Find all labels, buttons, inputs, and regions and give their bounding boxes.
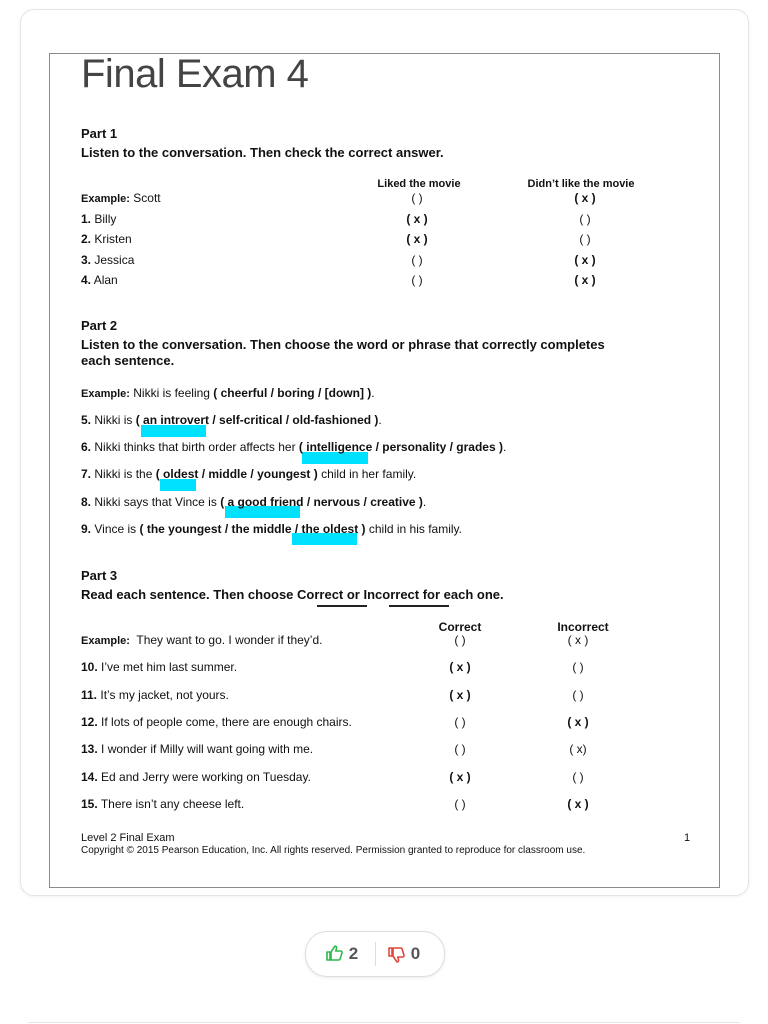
part3-instructions: Read each sentence. Then choose Correct or Incorrect for each one. [81,587,504,602]
table-row [81,232,132,246]
item-num: 7. [81,467,92,481]
underline-correct [317,605,367,607]
row-num: Example: [81,193,130,205]
item-num: 8. [81,495,92,509]
correct-answer[interactable]: ( x ) [449,770,471,784]
row-num: 11. [81,688,98,702]
vote-divider [375,942,376,966]
incorrect-answer[interactable]: ( x) [569,742,587,756]
row-name: Billy [94,212,117,226]
row-text: They want to go. I wonder if they’d. [136,633,323,647]
table-row [81,660,237,674]
correct-answer[interactable]: ( ) [454,715,466,729]
part1-instructions: Listen to the conversation. Then check the correct answer. [81,145,444,160]
part1-col-liked: Liked the movie [377,178,461,190]
row-text: I’ve met him last summer. [101,660,238,674]
table-row [81,253,134,267]
incorrect-answer[interactable]: ( ) [572,688,584,702]
incorrect-answer[interactable]: ( x ) [567,633,589,647]
item-pre: Vince is [94,522,140,536]
correct-answer[interactable]: ( ) [454,633,466,647]
table-row [81,688,229,702]
incorrect-answer[interactable]: ( ) [572,660,584,674]
correct-answer[interactable]: ( x ) [449,688,471,702]
didnt-answer[interactable]: ( ) [579,232,591,246]
row-text: I wonder if Milly will want going with me. [101,742,314,756]
row-num: 14. [81,770,98,784]
liked-answer[interactable]: ( ) [411,273,423,287]
table-row [81,273,118,287]
item-num: 6. [81,440,92,454]
page-number: 1 [684,832,691,844]
row-text: It’s my jacket, not yours. [100,688,229,702]
item-choices[interactable]: ( an introvert / self-critical / old-fashioned ) [135,413,379,427]
liked-answer[interactable]: ( x ) [406,232,428,246]
item-post: . [378,413,382,427]
item-choices[interactable]: ( cheerful / boring / [down] ) [213,386,372,400]
correct-answer[interactable]: ( ) [454,742,466,756]
incorrect-answer[interactable]: ( x ) [567,715,589,729]
list-item [81,413,382,427]
part3-col-correct: Correct [438,620,482,634]
item-num: 9. [81,522,92,536]
correct-answer[interactable]: ( x ) [449,660,471,674]
underline-incorrect [389,605,449,607]
item-pre: Nikki is the [94,467,156,481]
item-post: child in her family. [317,467,417,481]
row-text: There isn’t any cheese left. [100,797,245,811]
part1-heading: Part 1 [81,126,118,141]
row-num: 15. [81,797,98,811]
item-pre: Nikki is [94,413,136,427]
liked-answer[interactable]: ( x ) [406,212,428,226]
table-row [81,633,322,647]
row-name: Scott [133,191,161,205]
list-item [81,495,426,509]
row-num: 13. [81,742,98,756]
row-num: 1. [81,212,92,226]
part2-instructions-line2: each sentence. [81,353,175,368]
item-pre: Nikki says that Vince is [94,495,221,509]
didnt-answer[interactable]: ( x ) [574,253,596,267]
item-pre: Nikki thinks that birth order affects her [94,440,299,454]
vote-widget [305,931,445,977]
row-text: Ed and Jerry were working on Tuesday. [101,770,311,784]
liked-answer[interactable]: ( ) [411,191,423,205]
item-post: . [371,386,375,400]
list-item [81,522,462,536]
row-text: If lots of people come, there are enough chairs. [101,715,352,729]
row-name: Alan [93,273,118,287]
didnt-answer[interactable]: ( x ) [574,191,596,205]
page-title: Final Exam 4 [81,52,309,96]
table-row [81,191,161,205]
table-row [81,212,116,226]
upvote-count: 2 [348,944,359,963]
item-choices[interactable]: ( a good friend / nervous / creative ) [220,495,423,509]
incorrect-answer[interactable]: ( ) [572,770,584,784]
copyright: Copyright © 2015 Pearson Education, Inc. All rights reserved. Permission granted to reproduce for classroom use. [81,845,586,856]
row-num: 10. [81,660,98,674]
didnt-answer[interactable]: ( ) [579,212,591,226]
liked-answer[interactable]: ( ) [411,253,423,267]
thumbs-up-icon [326,944,349,963]
row-num: 3. [81,253,92,267]
table-row [81,715,352,729]
downvote-button[interactable] [388,944,420,964]
row-num: 2. [81,232,92,246]
item-choices[interactable]: ( intelligence / personality / grades ) [298,440,503,454]
part2-heading: Part 2 [81,318,118,333]
item-post: child in his family. [365,522,462,536]
row-name: Jessica [94,253,135,267]
part3-heading: Part 3 [81,568,118,583]
list-item [81,440,506,454]
item-num: Example: [81,388,130,400]
item-pre: Nikki is feeling [133,386,214,400]
footer-level: Level 2 Final Exam [81,832,175,844]
part1-col-didnt: Didn’t like the movie [527,178,635,190]
incorrect-answer[interactable]: ( x ) [567,797,589,811]
correct-answer[interactable]: ( ) [454,797,466,811]
row-num: 12. [81,715,98,729]
downvote-count: 0 [410,944,421,963]
list-item [81,467,416,481]
item-post: . [422,495,427,509]
table-row [81,797,244,811]
table-row [81,742,313,756]
thumbs-down-icon [388,944,411,963]
list-item [81,386,375,400]
item-post: . [502,440,507,454]
row-name: Kristen [94,232,132,246]
row-num: 4. [81,273,92,287]
item-num: 5. [81,413,92,427]
part2-instructions-line1: Listen to the conversation. Then choose the word or phrase that correctly completes [81,337,605,352]
part3-col-incorrect: Incorrect [557,620,609,634]
item-choices[interactable]: ( oldest / middle / youngest ) [155,467,318,481]
divider [28,1022,740,1023]
upvote-button[interactable] [326,944,358,964]
row-num: Example: [81,635,130,647]
item-choices[interactable]: ( the youngest / the middle / the oldest ) [139,522,366,536]
didnt-answer[interactable]: ( x ) [574,273,596,287]
table-row [81,770,311,784]
